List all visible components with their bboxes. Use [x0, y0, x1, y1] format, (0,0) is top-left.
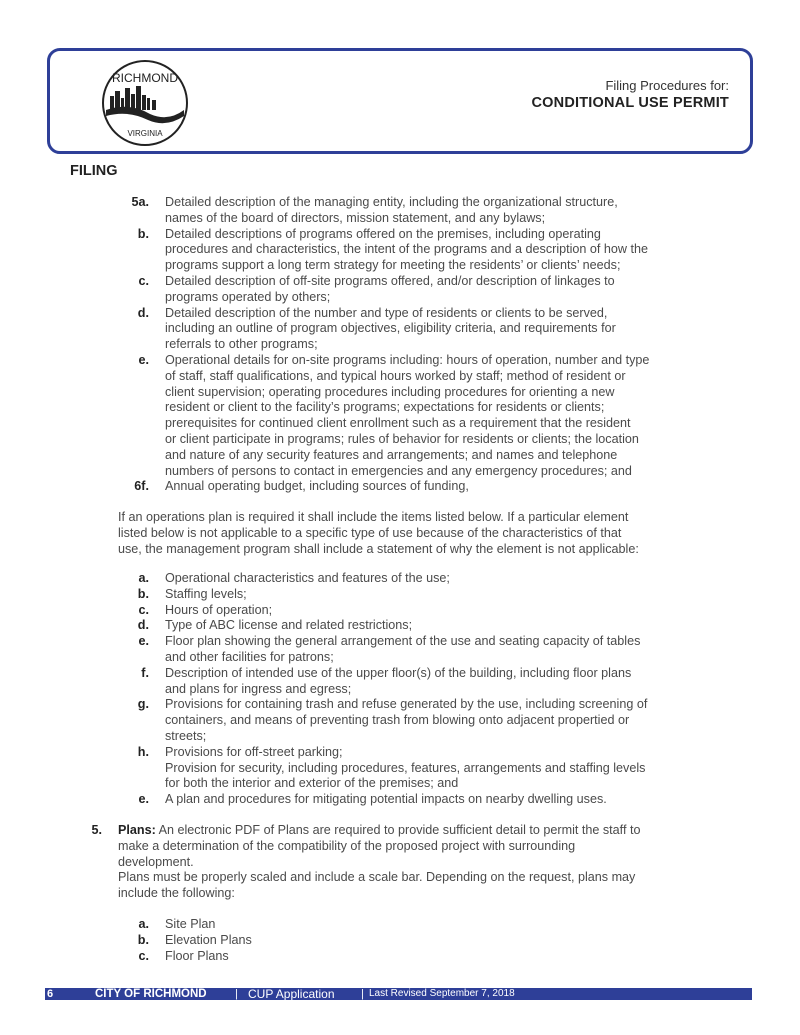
list-item-text: Annual operating budget, including sources of funding, [165, 479, 469, 494]
list-item-label: e. [138, 634, 149, 649]
list-item-text: for both the interior and exterior of the premises; and [165, 776, 459, 791]
list-item-text: Elevation Plans [165, 932, 252, 947]
list-item-label: e. [138, 353, 149, 367]
list-item-text: and plans for ingress and egress; [165, 681, 352, 696]
svg-text:RICHMOND: RICHMOND [112, 71, 178, 85]
footer-separator: | [235, 988, 238, 1000]
svg-text:VIRGINIA: VIRGINIA [127, 129, 163, 138]
richmond-logo [100, 58, 190, 148]
list-item-label: f. [141, 665, 149, 680]
footer-revised: Last Revised September 7, 2018 [369, 988, 515, 999]
list-item-label: b. [137, 226, 149, 241]
list-item-label: e. [138, 792, 149, 807]
list-item-text: procedures and characteristics, the intent of the programs and a description of how the [165, 242, 649, 257]
list-item-text: referrals to other programs; [165, 337, 318, 352]
plans-line: Plans must be properly scaled and include a scale bar. Depending on the request, plans may [118, 870, 636, 885]
list-item-text: programs support a long term strategy for meeting the residents’ or clients’ needs; [165, 258, 621, 273]
list-item-label: 6f. [134, 479, 149, 494]
list-item-text: Detailed description of the number and type of residents or clients to be served, [165, 305, 608, 320]
list-item-label: 5a. [131, 195, 149, 209]
list-item-text: including an outline of program objectives, eligibility criteria, and requirements for [165, 321, 616, 336]
list-item-text: Provisions for containing trash and refuse generated by the use, including screening of [165, 697, 648, 712]
list-item-text: Description of intended use of the upper floor(s) of the building, including floor plans [165, 665, 632, 680]
list-item-label: c. [138, 274, 149, 288]
list-item-text: numbers of persons to contact in emergencies and any emergency procedures; and [165, 463, 632, 478]
list-item-label: b. [137, 932, 149, 947]
list-item-text: and nature of any security features and arrangements; and names and telephone [165, 447, 618, 462]
header-subtitle: Filing Procedures for: [605, 78, 729, 93]
list-item-text: Detailed description of the managing entity, including the organizational structure, [165, 195, 618, 209]
footer-org: CITY OF RICHMOND [95, 988, 207, 1000]
list-item-label: a. [138, 917, 149, 931]
list-item-label: d. [137, 305, 149, 320]
list-item-text: Type of ABC license and related restrictions; [165, 618, 413, 633]
list-item-label: a. [138, 571, 149, 585]
list-item-label: b. [137, 586, 149, 601]
list-item-text: streets; [165, 729, 207, 743]
section-title: FILING [70, 163, 118, 179]
list-item-text: containers, and means of preventing trash from blowing onto adjacent propertied or [165, 713, 630, 728]
list-item-label: c. [138, 948, 149, 963]
list-item-text: prerequisites for continued client enrollment such as a requirement that the resident [165, 416, 631, 431]
list-item-text: Operational details for on-site programs including: hours of operation, number and type [165, 353, 650, 367]
plans-text: An electronic PDF of Plans are required to provide sufficient detail to permit the staff to [155, 823, 641, 837]
list-item-text: Hours of operation; [165, 602, 273, 617]
list-item-label: c. [138, 602, 149, 617]
footer-separator: | [361, 988, 364, 1000]
list-item-text: Detailed description of off-site programs offered, and/or description of linkages to [165, 274, 615, 288]
list-item-text: resident or client to the facility’s programs; expectations for residents or clients; [165, 400, 605, 415]
list-item-text: A plan and procedures for mitigating potential impacts on nearby dwelling uses. [165, 792, 607, 807]
list-item-text: names of the board of directors, mission statement, and any bylaws; [165, 210, 546, 225]
paragraph-line: If an operations plan is required it shall include the items listed below. If a particular element [118, 510, 629, 524]
list-item-text: Site Plan [165, 917, 216, 931]
list-item-text: client supervision; operating procedures including procedures for orienting a new [165, 384, 615, 399]
list-item-label: g. [137, 697, 149, 712]
header-title: CONDITIONAL USE PERMIT [531, 95, 729, 111]
plans-line: include the following: [118, 886, 235, 901]
plans-number: 5. [91, 823, 102, 837]
list-item-text: Provisions for off-street parking; [165, 744, 343, 759]
plans-line: development. [118, 854, 194, 869]
list-item-text: Floor Plans [165, 948, 229, 963]
plans-line: make a determination of the compatibility of the proposed project with surrounding [118, 838, 576, 853]
paragraph-line: use, the management program shall include a statement of why the element is not applicable: [118, 541, 639, 556]
list-item-text: or client participate in programs; rules of behavior for residents or clients; the location [165, 432, 639, 446]
list-item-text: Operational characteristics and features of the use; [165, 571, 450, 585]
list-item-text: Staffing levels; [165, 586, 247, 601]
list-item-text: Detailed descriptions of programs offered on the premises, including operating [165, 226, 601, 241]
footer-doc: CUP Application [248, 987, 335, 1001]
list-item-label: h. [137, 744, 149, 759]
paragraph-line: listed below is not applicable to a specific type of use because of the characteristics of that [118, 525, 622, 540]
plans-heading: Plans: [118, 823, 156, 837]
page-number: 6 [47, 988, 54, 1000]
list-item-text: programs operated by others; [165, 289, 331, 304]
list-item-text: Provision for security, including procedures, features, arrangements and staffing levels [165, 760, 646, 775]
list-item-text: and other facilities for patrons; [165, 650, 334, 664]
plans-first-line [118, 823, 640, 839]
list-item-text: Floor plan showing the general arrangement of the use and seating capacity of tables [165, 634, 641, 649]
list-item-text: of staff, staff qualifications, and typical hours worked by staff; method of resident or [165, 368, 626, 383]
list-item-label: d. [137, 618, 149, 633]
footer-bar [45, 988, 752, 1000]
